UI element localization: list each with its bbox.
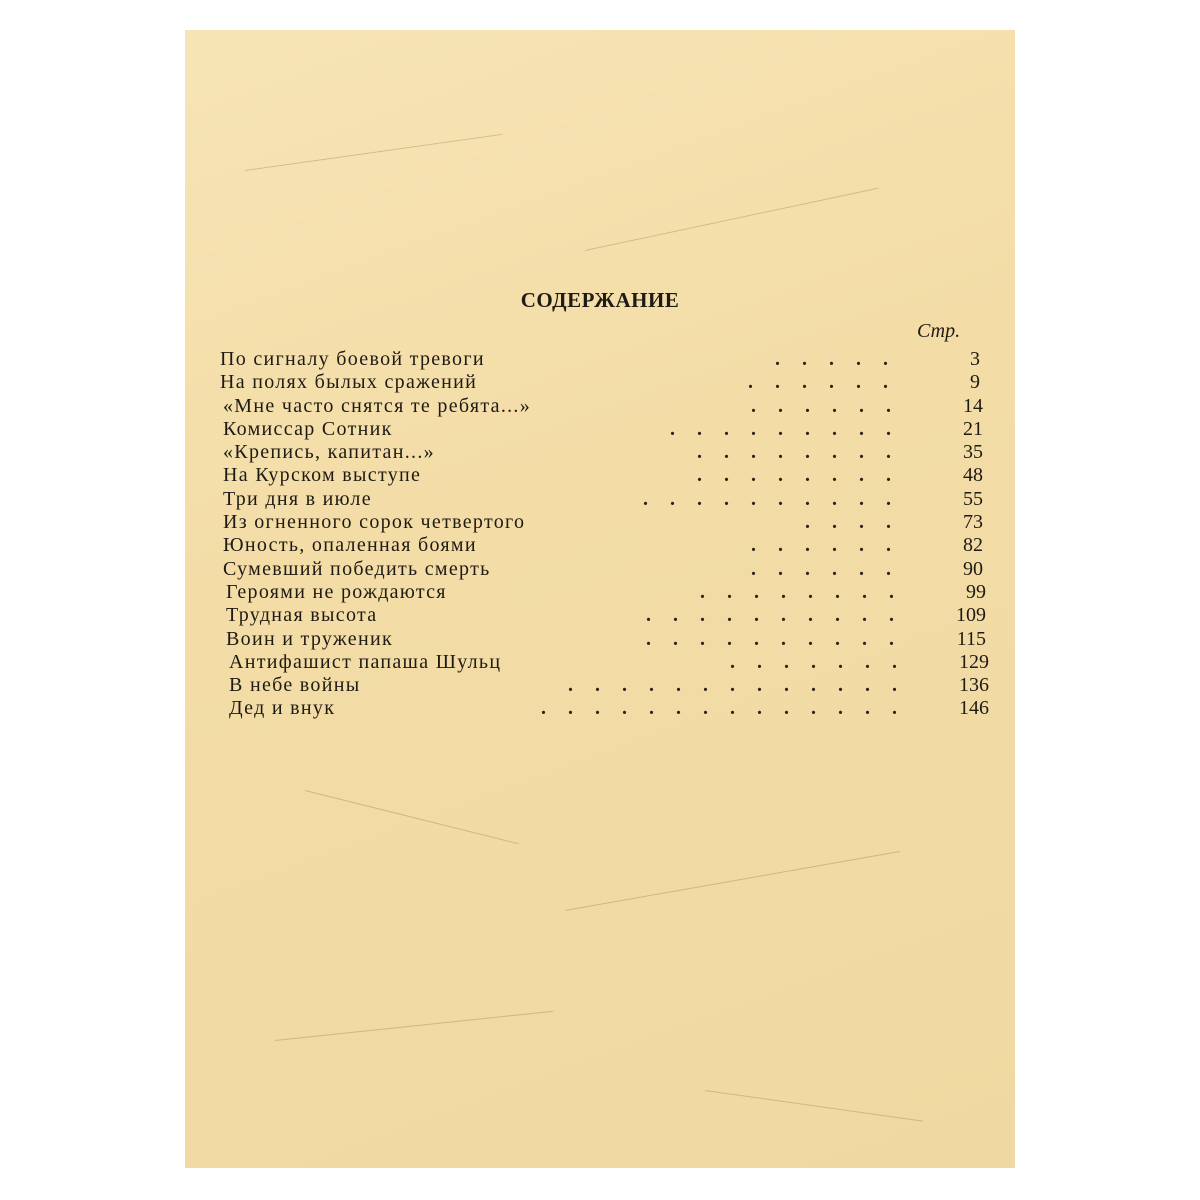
dot-leader: .......... [646,627,916,650]
toc-entry [229,674,989,697]
toc-entry-page: 146 [959,697,989,720]
toc-entry [229,697,989,720]
toc-entry-page: 90 [963,557,983,580]
toc-entry-page: 3 [970,348,980,370]
toc-entry-page: 115 [956,627,986,650]
toc-entry-title: Воин и труженик [226,627,393,650]
toc-entry [226,604,986,627]
toc-entry-title: На полях былых сражений [220,371,478,394]
toc-entry [223,511,983,534]
toc-entry-page: 73 [963,511,983,534]
toc-entry [220,348,980,371]
dot-leader: ......... [670,417,913,440]
toc-entry-title: На Курском выступе [223,464,422,487]
toc-entry-title: Дед и внук [229,697,336,720]
dot-leader: ........ [697,441,913,464]
toc-entry [220,371,980,394]
toc-entry [223,418,983,441]
dot-leader: ........ [697,464,913,487]
toc-entry [223,441,983,464]
toc-entry [223,558,983,581]
toc-entry-title: Трудная высота [226,604,378,627]
paper-scratch [245,134,503,171]
paper-scratch [565,851,900,911]
toc-entry-title: Из огненного сорок четвертого [223,511,526,534]
dot-leader: ..... [775,348,910,370]
toc-entry-title: «Мне часто снятся те ребята...» [223,394,532,417]
toc-entry-title: Юность, опаленная боями [223,534,477,557]
dot-leader: ...... [751,534,913,557]
paper-scratch [585,188,879,251]
toc-entry-page: 109 [956,604,986,627]
book-page [185,30,1015,1168]
dot-leader: ...... [751,557,913,580]
toc-entry-title: Сумевший победить смерть [223,557,491,580]
dot-leader: .......... [646,604,916,627]
table-of-contents [220,348,989,721]
paper-scratch [275,1011,554,1041]
dot-leader: ...... [748,371,910,394]
page-column-label: Стр. [917,320,961,342]
toc-entry-page: 136 [959,674,989,697]
toc-heading: СОДЕРЖАНИЕ [520,288,680,312]
dot-leader: ........ [700,580,916,603]
toc-entry-page: 48 [963,464,983,487]
toc-entry-page: 14 [963,394,983,417]
toc-entry [223,464,983,487]
dot-leader: ...... [751,394,913,417]
toc-entry-page: 21 [963,417,983,440]
toc-entry-page: 35 [963,441,983,464]
toc-entry-title: «Крепись, капитан...» [223,441,435,464]
toc-entry [229,651,989,674]
dot-leader: ....... [730,650,919,673]
paper-scratch [305,790,519,844]
toc-entry [223,488,983,511]
toc-entry [223,534,983,557]
dot-leader: .... [805,511,913,534]
toc-entry-title: Комиссар Сотник [223,417,393,440]
toc-entry-title: Антифашист папаша Шульц [229,650,502,673]
dot-leader: .......... [643,487,913,510]
toc-entry-title: Героями не рождаются [226,580,447,603]
toc-entry-page: 99 [966,580,986,603]
paper-scratch [705,1090,923,1122]
toc-entry-page: 9 [970,371,980,394]
toc-entry-page: 82 [963,534,983,557]
toc-entry [226,628,986,651]
toc-entry-title: Три дня в июле [223,487,372,510]
toc-entry [226,581,986,604]
toc-entry-page: 55 [963,487,983,510]
dot-leader: .............. [541,697,919,720]
toc-entry-page: 129 [959,650,989,673]
dot-leader: ............. [568,674,919,697]
toc-entry [223,395,983,418]
toc-entry-title: В небе войны [229,674,361,697]
toc-entry-title: По сигналу боевой тревоги [220,348,485,370]
